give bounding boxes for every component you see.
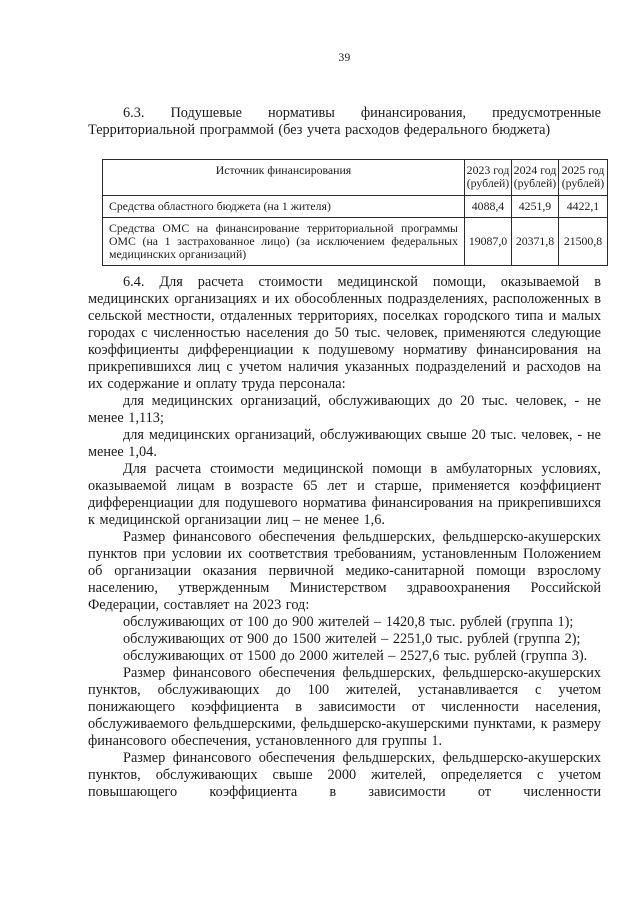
paragraph-6-4-intro: 6.4. Для расчета стоимости медицинской помощи, оказываемой в медицинских организациях и их обособленных подразделениях, расположенных в сельской местности, отдаленных территориях, поселках городского типа и малых городах с численностью населения до 50 тыс. человек, применяются следующие коэффициенты дифференциации к подушевому нормативу финансирования на прикрепившихся лиц с учетом наличия указанных подразделений и расходов на их содержание и оплату труда персонала: (88, 274, 601, 392)
header-source-column: Источник финансирования (103, 160, 465, 196)
value-2025-cell: 4422,1 (559, 196, 608, 218)
paragraph-fap-group-2: обслуживающих от 900 до 1500 жителей – 2251,0 тыс. рублей (группа 2); (123, 631, 581, 647)
value-2025-cell: 21500,8 (559, 218, 608, 266)
header-2023-column: 2023 год (рублей) (465, 160, 512, 196)
value-2023-cell: 19087,0 (465, 218, 512, 266)
paragraph-fap-group-1: обслуживающих от 100 до 900 жителей – 1420,8 тыс. рублей (группа 1); (123, 614, 574, 630)
value-2024-cell: 4251,9 (512, 196, 559, 218)
value-2024-cell: 20371,8 (512, 218, 559, 266)
section-6-4-body (88, 274, 601, 801)
page-number: 39 (338, 52, 351, 64)
value-2023-cell: 4088,4 (465, 196, 512, 218)
paragraph-fap-over-2000: Размер финансового обеспечения фельдшерских, фельдшерско-акушерских пунктов, обслуживающих свыше 2000 жителей, определяется с учетом повышающего коэффициента в зависимости от численности (88, 750, 601, 800)
paragraph-coeff-age-65: Для расчета стоимости медицинской помощи в амбулаторных условиях, оказываемой лицам в возрасте 65 лет и старше, применяется коэффициент дифференциации для подушевого норматива финансирования на прикрепившихся к медицинской организации лиц – не менее 1,6. (88, 461, 601, 528)
source-cell: Средства областного бюджета (на 1 жителя) (103, 196, 465, 218)
header-2025-column: 2025 год (рублей) (559, 160, 608, 196)
table-row-oms-funds (103, 218, 608, 266)
header-2024-column: 2024 год (рублей) (512, 160, 559, 196)
section-heading-6-3: 6.3. Подушевые нормативы финансирования, предусмотренные Территориальной программой (без учета расходов федерального бюджета) (88, 105, 601, 138)
paragraph-fap-funding-intro: Размер финансового обеспечения фельдшерских, фельдшерско-акушерских пунктов при условии их соответствия требованиям, установленным Положением об организации оказания первичной медико-санитарной помощи взрослому населению, утвержденным Министерством здравоохранения Российской Федерации, составляет на 2023 год: (88, 529, 601, 613)
page-content (88, 105, 605, 801)
paragraph-fap-group-3: обслуживающих от 1500 до 2000 жителей – 2527,6 тыс. рублей (группа 3). (123, 648, 588, 664)
source-cell: Средства ОМС на финансирование территориальной программы ОМС (на 1 застрахованное лицо) (за исключением федеральных медицинских организаций) (103, 218, 465, 266)
paragraph-coeff-over-20k: для медицинских организаций, обслуживающих свыше 20 тыс. человек, - не менее 1,04. (88, 427, 601, 460)
paragraph-fap-under-100: Размер финансового обеспечения фельдшерских, фельдшерско-акушерских пунктов, обслуживающих до 100 жителей, устанавливается с учетом понижающего коэффициента в зависимости от численности населения, обслуживаемого фельдшерскими, фельдшерско-акушерскими пунктами, к размеру финансового обеспечения, установленного для группы 1. (88, 665, 601, 749)
paragraph-coeff-under-20k: для медицинских организаций, обслуживающих до 20 тыс. человек, - не менее 1,113; (88, 393, 601, 426)
table-row-regional-budget (103, 196, 608, 218)
financing-table (102, 159, 608, 266)
table-header-row (103, 160, 608, 196)
